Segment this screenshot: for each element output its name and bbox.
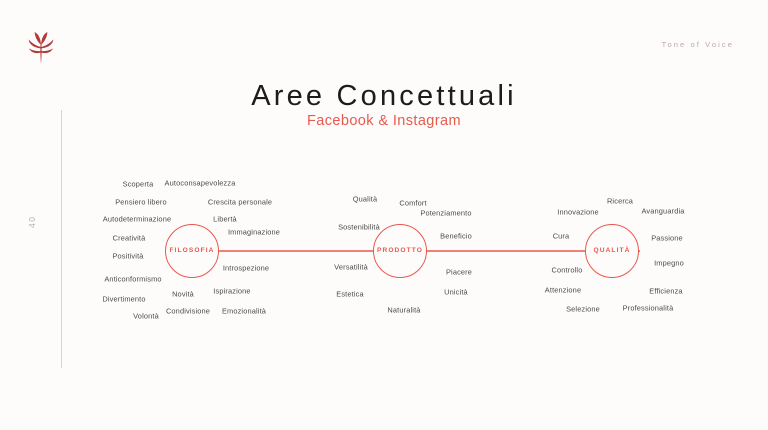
concept-keyword: Positività	[112, 251, 144, 261]
concept-keyword: Unicità	[444, 287, 468, 297]
concept-keyword: Estetica	[336, 289, 364, 299]
concept-keyword: Piacere	[445, 267, 473, 277]
page-title: Aree Concettuali	[251, 80, 517, 112]
concept-keyword: Sostenibilità	[338, 222, 380, 232]
concept-keyword: Naturalità	[387, 305, 421, 315]
concept-keyword: Impegno	[654, 258, 684, 268]
left-vertical-rule	[61, 110, 62, 368]
leaf-logo-icon	[22, 28, 60, 66]
concept-node	[373, 224, 427, 278]
concept-node-label: QUALITÀ	[593, 247, 631, 255]
concept-keyword: Comfort	[399, 198, 427, 208]
concept-keyword: Qualità	[352, 194, 378, 204]
concept-keyword: Emozionalità	[221, 306, 267, 316]
concept-node	[585, 224, 639, 278]
concept-keyword: Ispirazione	[213, 286, 251, 296]
concept-keyword: Autodeterminazione	[102, 214, 172, 224]
concept-keyword: Attenzione	[544, 285, 582, 295]
concept-keyword: Condivisione	[165, 306, 211, 316]
page-subtitle: Facebook & Instagram	[307, 113, 461, 129]
concept-keyword: Scoperta	[122, 179, 154, 189]
concept-keyword: Innovazione	[557, 207, 599, 217]
concept-keyword: Potenziamento	[420, 208, 472, 218]
concept-keyword: Ricerca	[606, 196, 634, 206]
concept-keyword: Novità	[172, 289, 194, 299]
tone-of-voice-label: Tone of Voice	[661, 40, 734, 49]
concept-keyword: Pensiero libero	[115, 197, 167, 207]
concept-keyword: Versatilità	[334, 262, 368, 272]
concept-keyword: Autoconsapevolezza	[164, 178, 236, 188]
concept-keyword: Efficienza	[649, 286, 683, 296]
concept-node-label: PRODOTTO	[376, 247, 424, 255]
concept-keyword: Anticonformismo	[104, 274, 162, 284]
concept-keyword: Introspezione	[222, 263, 270, 273]
concept-keyword: Crescita personale	[207, 197, 273, 207]
concept-keyword: Controllo	[551, 265, 583, 275]
concept-keyword: Passione	[651, 233, 683, 243]
concept-keyword: Avanguardia	[641, 206, 685, 216]
concept-keyword: Divertimento	[102, 294, 146, 304]
page-number: 40	[27, 215, 37, 228]
concept-keyword: Cura	[552, 231, 570, 241]
concept-keyword: Selezione	[566, 304, 600, 314]
concept-node-label: FILOSOFIA	[169, 247, 215, 255]
concept-keyword: Beneficio	[440, 231, 472, 241]
concept-keyword: Professionalità	[622, 303, 674, 313]
concept-node	[165, 224, 219, 278]
concept-keyword: Creatività	[112, 233, 146, 243]
concept-keyword: Libertà	[213, 214, 237, 224]
concept-keyword: Volontà	[133, 311, 159, 321]
concept-keyword: Immaginazione	[227, 227, 281, 237]
